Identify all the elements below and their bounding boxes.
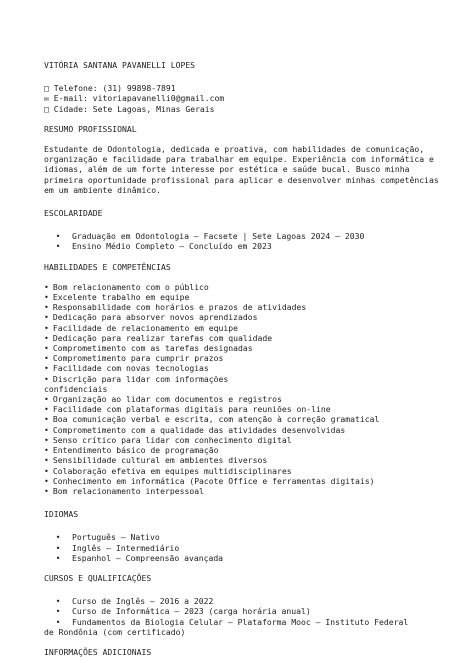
resume-page: [44, 60, 444, 657]
summary-text: Estudante de Odontologia, dedicada e proativa, com habilidades de comunicação, organização e facilidade para trabalhar em equipe. Experiência com informática e idiomas, além de um forte interesse por estética e saúde bucal. Busco minha primeira oportunidade profissional para aplicar e desenvolver minhas competências em um ambiente dinâmico.: [44, 144, 439, 195]
contact-city: □ Cidade: Sete Lagoas, Minas Gerais: [44, 103, 215, 114]
list-item: • Português – Nativo: [55, 532, 160, 543]
list-item: • Facilidade de relacionamento em equipe: [44, 322, 239, 333]
contact-phone: □ Telefone: (31) 99898-7891: [44, 83, 176, 94]
courses-list: [44, 596, 444, 637]
candidate-name: VITÓRIA SANTANA PAVANELLI LOPES: [44, 60, 196, 70]
list-item: • Boa comunicação verbal e escrita, com atenção à correção gramatical: [44, 414, 380, 425]
courses-heading: CURSOS E QUALIFICAÇÕES: [44, 572, 152, 583]
list-item: • Facilidade com plataformas digitais para reuniões on-line: [44, 404, 331, 415]
list-item-continuation: confidenciais: [44, 383, 108, 394]
list-item: • Fundamentos da Biologia Celular – Plataforma Mooc – Instituto Federal: [55, 616, 409, 627]
list-item: • Conhecimento em informática (Pacote Office e ferramentas digitais): [44, 475, 375, 486]
education-heading: ESCOLARIDADE: [44, 208, 103, 219]
list-item-continuation: de Rondônia (com certificado): [44, 626, 186, 637]
list-item: • Colaboração efetiva em equipes multidisciplinares: [44, 465, 292, 476]
phone-icon: □: [44, 83, 49, 94]
languages-list: [44, 532, 444, 563]
summary-heading: RESUMO PROFISSIONAL: [44, 123, 137, 134]
list-item: • Comprometimento com as tarefas designadas: [44, 343, 253, 354]
list-item: • Dedicação para absorver novos aprendizados: [44, 312, 258, 323]
skills-heading: HABILIDADES E COMPETÊNCIAS: [44, 261, 171, 272]
additional-heading: INFORMAÇÕES ADICIONAIS: [44, 646, 152, 657]
list-item: • Comprometimento para cumprir prazos: [44, 353, 224, 364]
list-item: • Facilidade com novas tecnologias: [44, 363, 209, 374]
list-item: • Entendimento básico de programação: [44, 445, 219, 456]
list-item: • Ensino Médio Completo – Concluído em 2023: [55, 241, 272, 252]
list-item: • Inglês – Intermediário: [55, 542, 180, 553]
skills-list: [44, 282, 444, 496]
list-item: • Dedicação para realizar tarefas com qualidade: [44, 332, 273, 343]
list-item: • Excelente trabalho em equipe: [44, 292, 190, 303]
list-item: • Curso de Informática – 2023 (carga horária anual): [55, 606, 311, 617]
languages-heading: IDIOMAS: [44, 509, 79, 520]
list-item: • Espanhol – Compreensão avançada: [55, 552, 224, 563]
contact-email: ✉ E-mail: vitoriapavanelli0@gmail.com: [44, 93, 225, 104]
list-item: • Sensibilidade cultural em ambientes diversos: [44, 455, 268, 466]
list-item: • Discrição para lidar com informações: [44, 373, 229, 384]
list-item: • Senso crítico para lidar com conhecimento digital: [44, 434, 292, 445]
list-item: • Graduação em Odontologia – Facsete | Sete Lagoas 2024 – 2030: [55, 231, 365, 242]
email-icon: ✉: [44, 93, 49, 104]
location-icon: □: [44, 103, 49, 114]
list-item: • Curso de Inglês – 2016 a 2022: [55, 596, 214, 607]
list-item: • Comprometimento com a qualidade das atividades desenvolvidas: [44, 424, 346, 435]
list-item: • Responsabilidade com horários e prazos de atividades: [44, 302, 307, 313]
education-list: [44, 231, 444, 251]
list-item: • Bom relacionamento com o público: [44, 281, 209, 292]
list-item: • Bom relacionamento interpessoal: [44, 485, 204, 496]
contact-block: [44, 83, 444, 114]
list-item: • Organização ao lidar com documentos e registros: [44, 394, 282, 405]
